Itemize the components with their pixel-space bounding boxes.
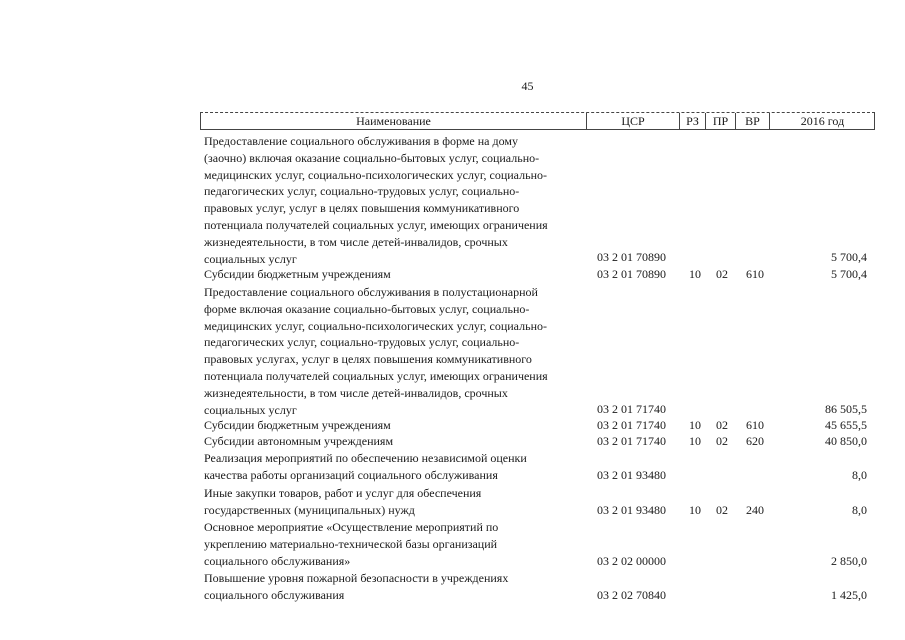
row-values — [0, 587, 905, 604]
row-name: Субсидии автономным учреждениям — [204, 434, 394, 448]
row-values — [0, 401, 905, 418]
row-name: Субсидии бюджетным учреждениям — [204, 418, 391, 432]
row-rz: 10 — [689, 267, 701, 281]
row-amount: 8,0 — [852, 503, 867, 517]
row-vr: 610 — [746, 267, 764, 281]
row-pr: 02 — [716, 503, 728, 517]
row-amount: 8,0 — [852, 468, 867, 482]
header-rz: РЗ — [680, 113, 706, 129]
row-amount: 2 850,0 — [831, 554, 867, 568]
row-rz: 10 — [689, 418, 701, 432]
row-csr: 03 2 01 70890 — [597, 250, 666, 264]
row-rz: 10 — [689, 434, 701, 448]
row-pr: 02 — [716, 418, 728, 432]
row-values — [0, 249, 905, 266]
row-name: Иные закупки товаров, работ и услуг для обеспечения государственных (муниципальных) нужд — [204, 486, 482, 517]
row-amount: 40 850,0 — [825, 434, 867, 448]
page-number: 45 — [521, 79, 534, 93]
row-csr: 03 2 01 70890 — [597, 267, 666, 281]
row-csr: 03 2 01 93480 — [597, 468, 666, 482]
row-csr: 03 2 01 71740 — [597, 418, 666, 432]
row-amount: 45 655,5 — [825, 418, 867, 432]
row-vr: 620 — [746, 434, 764, 448]
row-name: Предоставление социального обслуживания в полустационарной форме включая оказание социально-бытовых услуг, социально- медицинских услуг, социально-психологических услуг, социально- педагогических услуг, социально-трудовых услуг, социально- правовых услугах, услуг в целях повышения коммуникативного потенциала получателей социальных услуг, имеющих ограничения жизнедеятельности, в том числе детей-инвалидов, срочных социальных услуг — [204, 285, 548, 417]
row-name: Субсидии бюджетным учреждениям — [204, 267, 391, 281]
row-csr: 03 2 01 93480 — [597, 503, 666, 517]
row-values — [0, 266, 905, 283]
row-csr: 03 2 01 71740 — [597, 402, 666, 416]
header-name: Наименование — [201, 113, 587, 129]
row-values — [0, 553, 905, 570]
row-values — [0, 417, 905, 434]
row-amount: 1 425,0 — [831, 588, 867, 602]
row-rz: 10 — [689, 503, 701, 517]
header-pr: ПР — [706, 113, 736, 129]
row-values — [0, 467, 905, 484]
row-amount: 5 700,4 — [831, 267, 867, 281]
row-pr: 02 — [716, 267, 728, 281]
table-header — [200, 112, 875, 130]
row-pr: 02 — [716, 434, 728, 448]
row-csr: 03 2 01 71740 — [597, 434, 666, 448]
row-name: Повышение уровня пожарной безопасности в учреждениях социального обслуживания — [204, 571, 509, 602]
row-csr: 03 2 02 00000 — [597, 554, 666, 568]
row-vr: 240 — [746, 503, 764, 517]
header-csr: ЦСР — [587, 113, 680, 129]
row-values — [0, 433, 905, 450]
row-csr: 03 2 02 70840 — [597, 588, 666, 602]
row-values — [0, 502, 905, 519]
header-year: 2016 год — [800, 114, 845, 128]
row-amount: 5 700,4 — [831, 250, 867, 264]
row-name: Основное мероприятие «Осуществление мероприятий по укреплению материально-технической базы организаций социального обслуживания» — [204, 520, 499, 568]
row-amount: 86 505,5 — [825, 402, 867, 416]
row-name: Реализация мероприятий по обеспечению независимой оценки качества работы организаций социального обслуживания — [204, 451, 527, 482]
header-vr: ВР — [736, 113, 770, 129]
row-vr: 610 — [746, 418, 764, 432]
row-name: Предоставление социального обслуживания в форме на дому (заочно) включая оказание социально-бытовых услуг, социально- медицинских услуг, социально-психологических услуг, социально- педагогических услуг, социально-трудовых услуг, социально- правовых услуг, услуг в целях повышения коммуникативного потенциала получателей социальных услуг, имеющих ограничения жизнедеятельности, в том числе детей-инвалидов, срочных социальных услуг — [204, 134, 548, 266]
